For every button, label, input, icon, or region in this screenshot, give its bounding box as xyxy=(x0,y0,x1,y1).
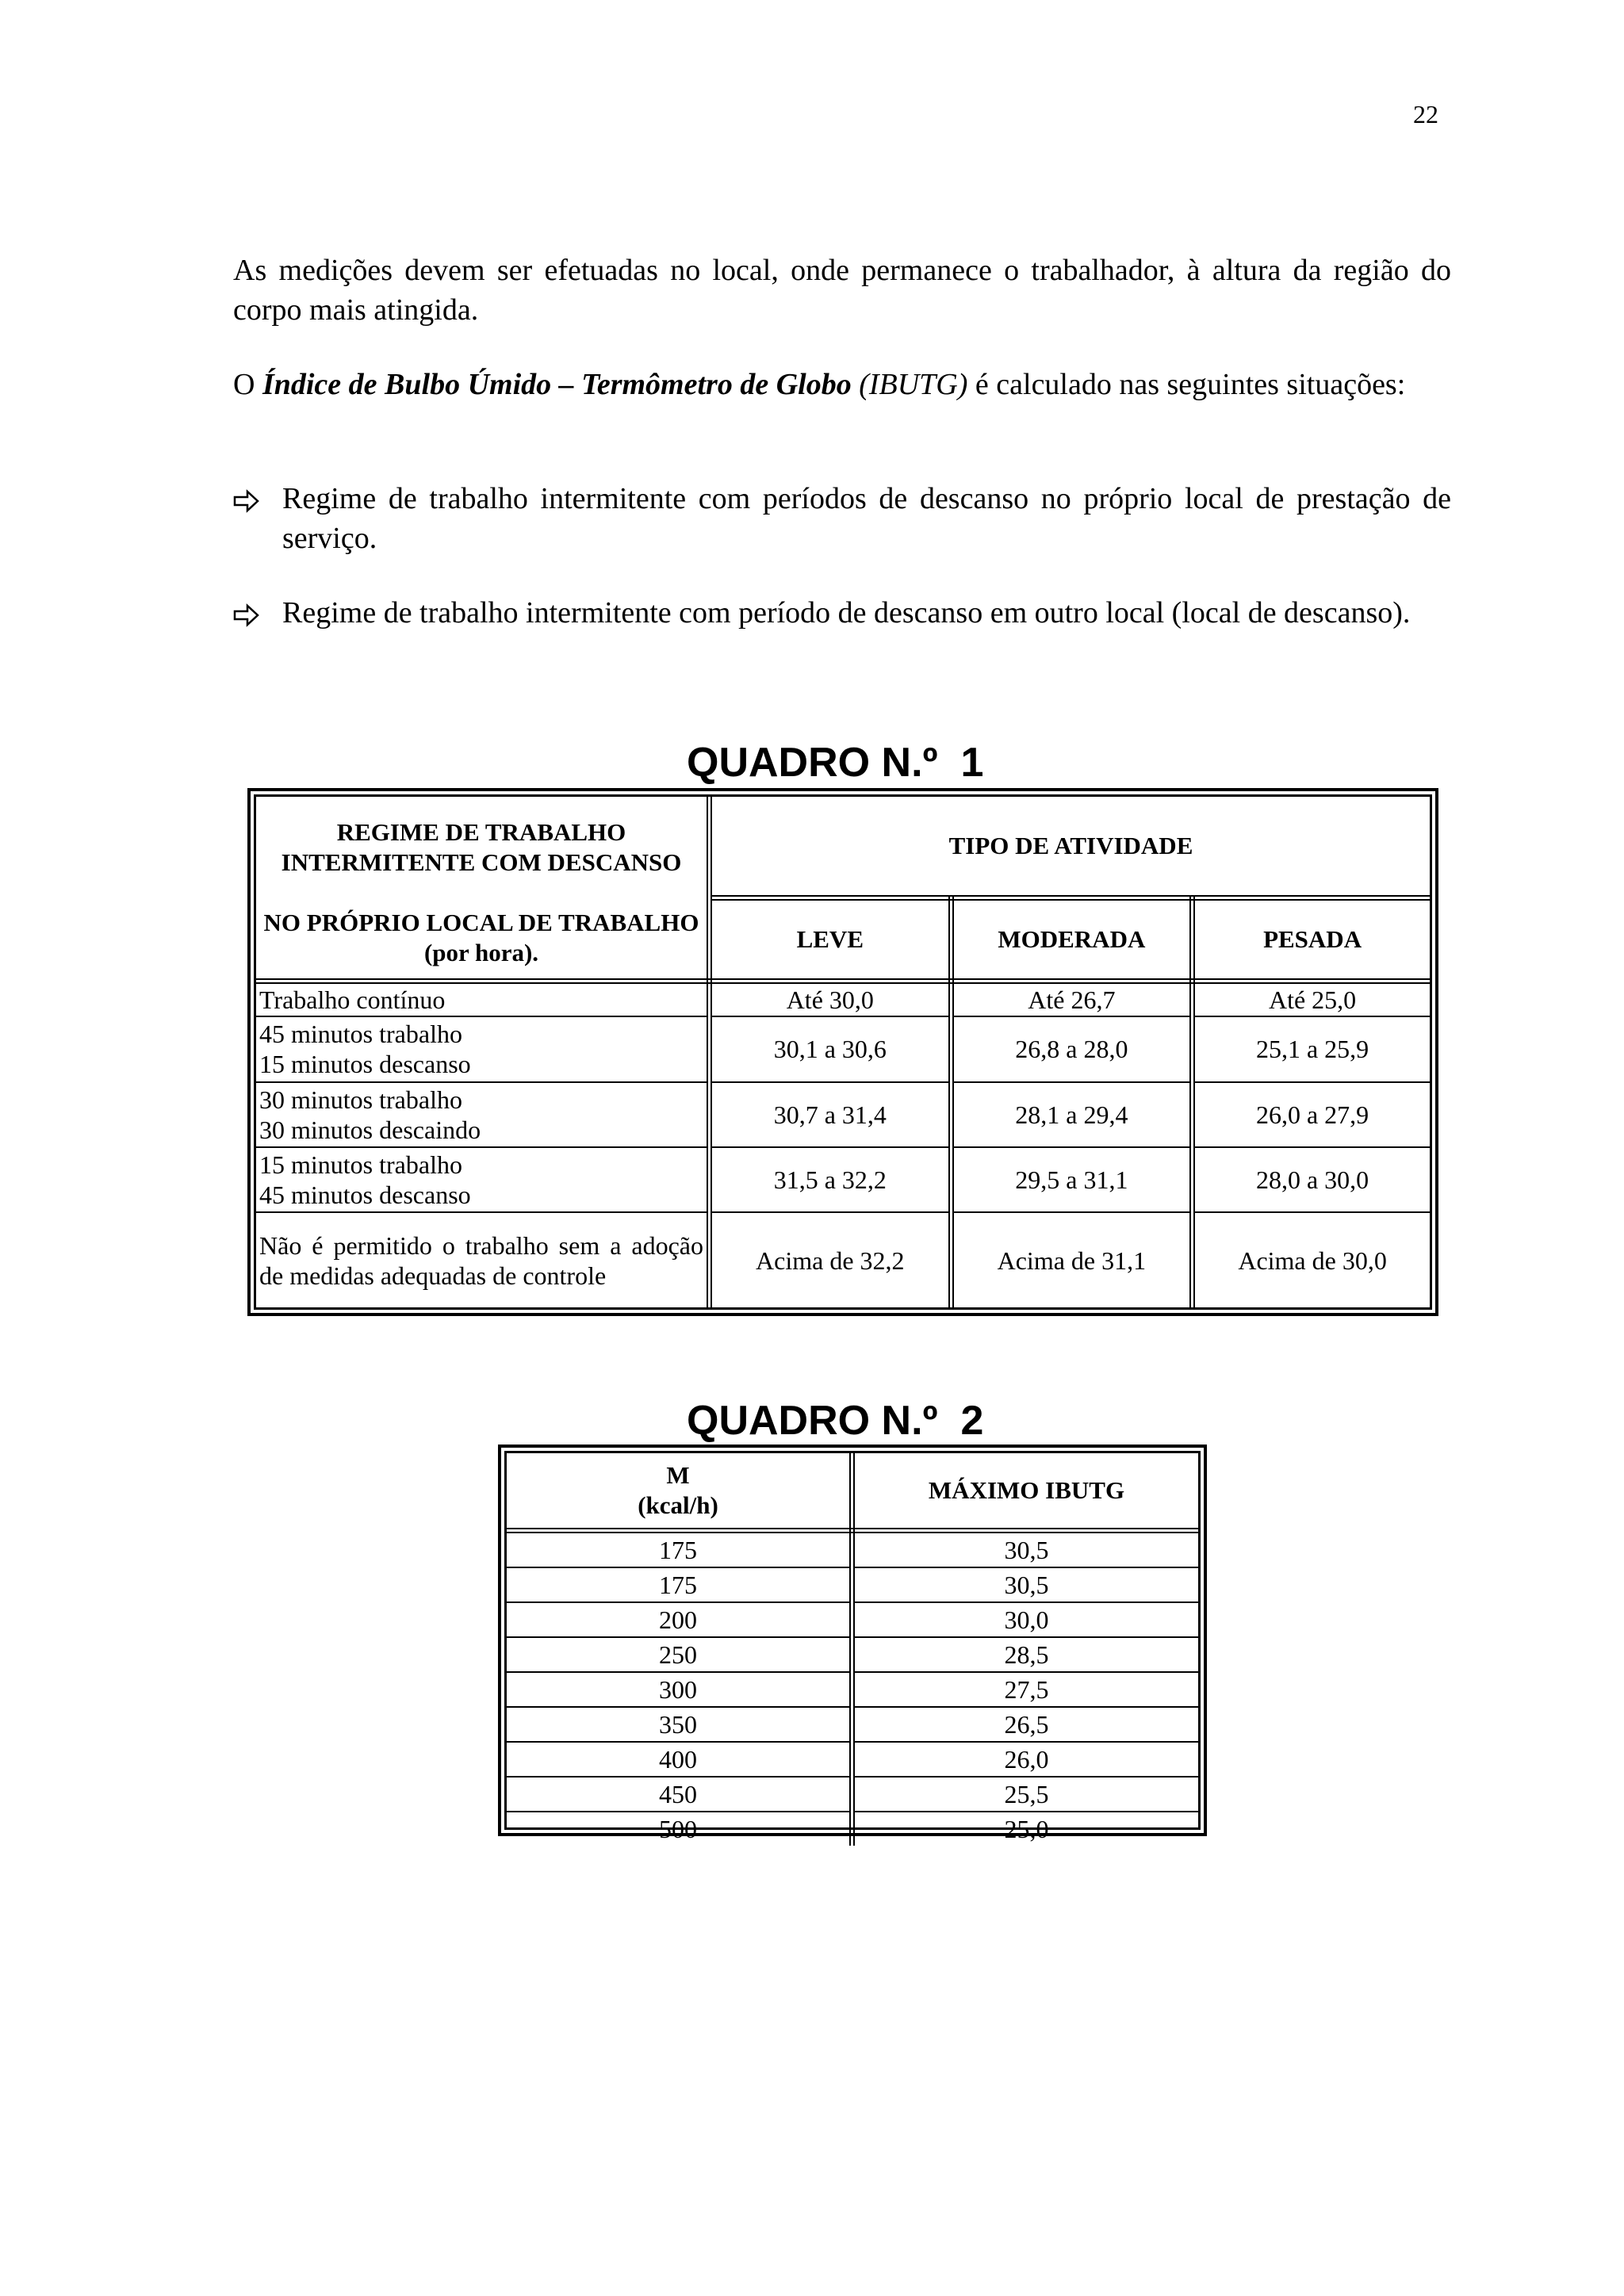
regime-cell: Não é permitido o trabalho sem a adoção de medidas adequadas de controle xyxy=(256,1212,710,1307)
header-pesada: PESADA xyxy=(1193,898,1430,982)
m-cell: 175 xyxy=(507,1531,852,1568)
ibutg-cell: 27,5 xyxy=(852,1672,1199,1707)
m-cell: 250 xyxy=(507,1637,852,1672)
outline-right-arrow-icon xyxy=(233,479,282,558)
value-cell: 28,0 a 30,0 xyxy=(1193,1147,1430,1212)
value-cell: Até 25,0 xyxy=(1193,982,1430,1017)
regime-line: 45 minutos descanso xyxy=(259,1181,471,1210)
header-m-unit: (kcal/h) xyxy=(638,1491,718,1519)
table-row xyxy=(507,1812,1198,1846)
value-cell: Acima de 32,2 xyxy=(710,1212,952,1307)
value-cell: 28,1 a 29,4 xyxy=(951,1082,1193,1147)
regime-line: Trabalho contínuo xyxy=(259,985,446,1015)
value-cell: 26,8 a 28,0 xyxy=(951,1016,1193,1081)
header-moderada: MODERADA xyxy=(951,898,1193,982)
ibutg-cell: 25,5 xyxy=(852,1777,1199,1812)
paragraph-ibutg-suffix: é calculado nas seguintes situações: xyxy=(967,368,1406,401)
table-row xyxy=(507,1567,1198,1602)
quadro-2-title: QUADRO N.º 2 xyxy=(687,1398,984,1444)
table-row xyxy=(256,1016,1430,1081)
m-cell: 175 xyxy=(507,1567,852,1602)
header-leve: LEVE xyxy=(710,898,952,982)
table-row xyxy=(507,1531,1198,1568)
table-row xyxy=(507,1742,1198,1777)
m-cell: 400 xyxy=(507,1742,852,1777)
table-row xyxy=(507,1602,1198,1637)
value-cell: 30,1 a 30,6 xyxy=(710,1016,952,1081)
paragraph-ibutg-prefix: O xyxy=(233,368,262,401)
header-regime-top: REGIME DE TRABALHO INTERMITENTE COM DESCANSO xyxy=(256,797,710,898)
table-row xyxy=(507,1777,1198,1812)
outline-right-arrow-icon xyxy=(233,593,282,637)
ibutg-cell: 25,0 xyxy=(852,1812,1199,1846)
regime-cell xyxy=(256,1147,710,1212)
value-cell: Acima de 31,1 xyxy=(951,1212,1193,1307)
value-cell: 31,5 a 32,2 xyxy=(710,1147,952,1212)
value-cell: 29,5 a 31,1 xyxy=(951,1147,1193,1212)
ibutg-cell: 26,0 xyxy=(852,1742,1199,1777)
table-row xyxy=(256,1082,1430,1147)
regime-cell xyxy=(256,1082,710,1147)
ibutg-cell: 26,5 xyxy=(852,1707,1199,1742)
bullet-text: Regime de trabalho intermitente com período de descanso em outro local (local de descanso). xyxy=(282,596,1411,629)
header-m-symbol: M xyxy=(666,1461,690,1489)
value-cell: Até 26,7 xyxy=(951,982,1193,1017)
value-cell: Acima de 30,0 xyxy=(1193,1212,1430,1307)
paragraph-ibutg xyxy=(233,365,1451,404)
ibutg-abbr: (IBUTG) xyxy=(851,368,968,401)
ibutg-cell: 30,5 xyxy=(1004,1536,1049,1564)
page-number: 22 xyxy=(1413,100,1438,128)
ibutg-cell: 28,5 xyxy=(852,1637,1199,1672)
bullet-item xyxy=(233,593,1451,637)
quadro-1-title: QUADRO N.º 1 xyxy=(687,740,984,786)
header-tipo-atividade: TIPO DE ATIVIDADE xyxy=(948,832,1193,859)
regime-line: 15 minutos trabalho xyxy=(259,1150,462,1180)
header-regime-bottom: NO PRÓPRIO LOCAL DE TRABALHO (por hora). xyxy=(256,898,710,982)
header-m xyxy=(507,1453,852,1531)
value-cell: 30,7 a 31,4 xyxy=(710,1082,952,1147)
value-cell: 26,0 a 27,9 xyxy=(1193,1082,1430,1147)
quadro-1-table xyxy=(247,788,1438,1316)
value-cell: 25,1 a 25,9 xyxy=(1193,1016,1430,1081)
table-row xyxy=(256,1212,1430,1307)
quadro-2-table xyxy=(498,1445,1207,1843)
m-cell: 350 xyxy=(507,1707,852,1742)
m-cell: 500 xyxy=(507,1812,852,1846)
table-row xyxy=(256,982,1430,1017)
bullet-text: Regime de trabalho intermitente com períodos de descanso no próprio local de prestação de serviço. xyxy=(282,482,1451,555)
ibutg-cell: 30,0 xyxy=(852,1602,1199,1637)
m-cell: 450 xyxy=(507,1777,852,1812)
regime-line: 45 minutos trabalho xyxy=(259,1020,462,1049)
table-row xyxy=(507,1672,1198,1707)
ibutg-cell: 30,5 xyxy=(852,1567,1199,1602)
regime-cell xyxy=(256,982,710,1017)
value-cell: Até 30,0 xyxy=(710,982,952,1017)
ibutg-term: Índice de Bulbo Úmido – Termômetro de Globo xyxy=(262,368,852,401)
regime-cell xyxy=(256,1016,710,1081)
regime-line: 15 minutos descanso xyxy=(259,1050,471,1079)
regime-line: 30 minutos trabalho xyxy=(259,1085,462,1114)
table-row xyxy=(256,1147,1430,1212)
table-row xyxy=(507,1707,1198,1742)
m-cell: 200 xyxy=(507,1602,852,1637)
header-maximo-ibutg: MÁXIMO IBUTG xyxy=(852,1453,1199,1531)
bullet-item xyxy=(233,479,1451,558)
m-cell: 300 xyxy=(507,1672,852,1707)
regime-line: 30 minutos descaindo xyxy=(259,1115,481,1144)
table-row xyxy=(507,1637,1198,1672)
paragraph-measurements: As medições devem ser efetuadas no local, onde permanece o trabalhador, à altura da região do corpo mais atingida. xyxy=(233,254,1451,327)
